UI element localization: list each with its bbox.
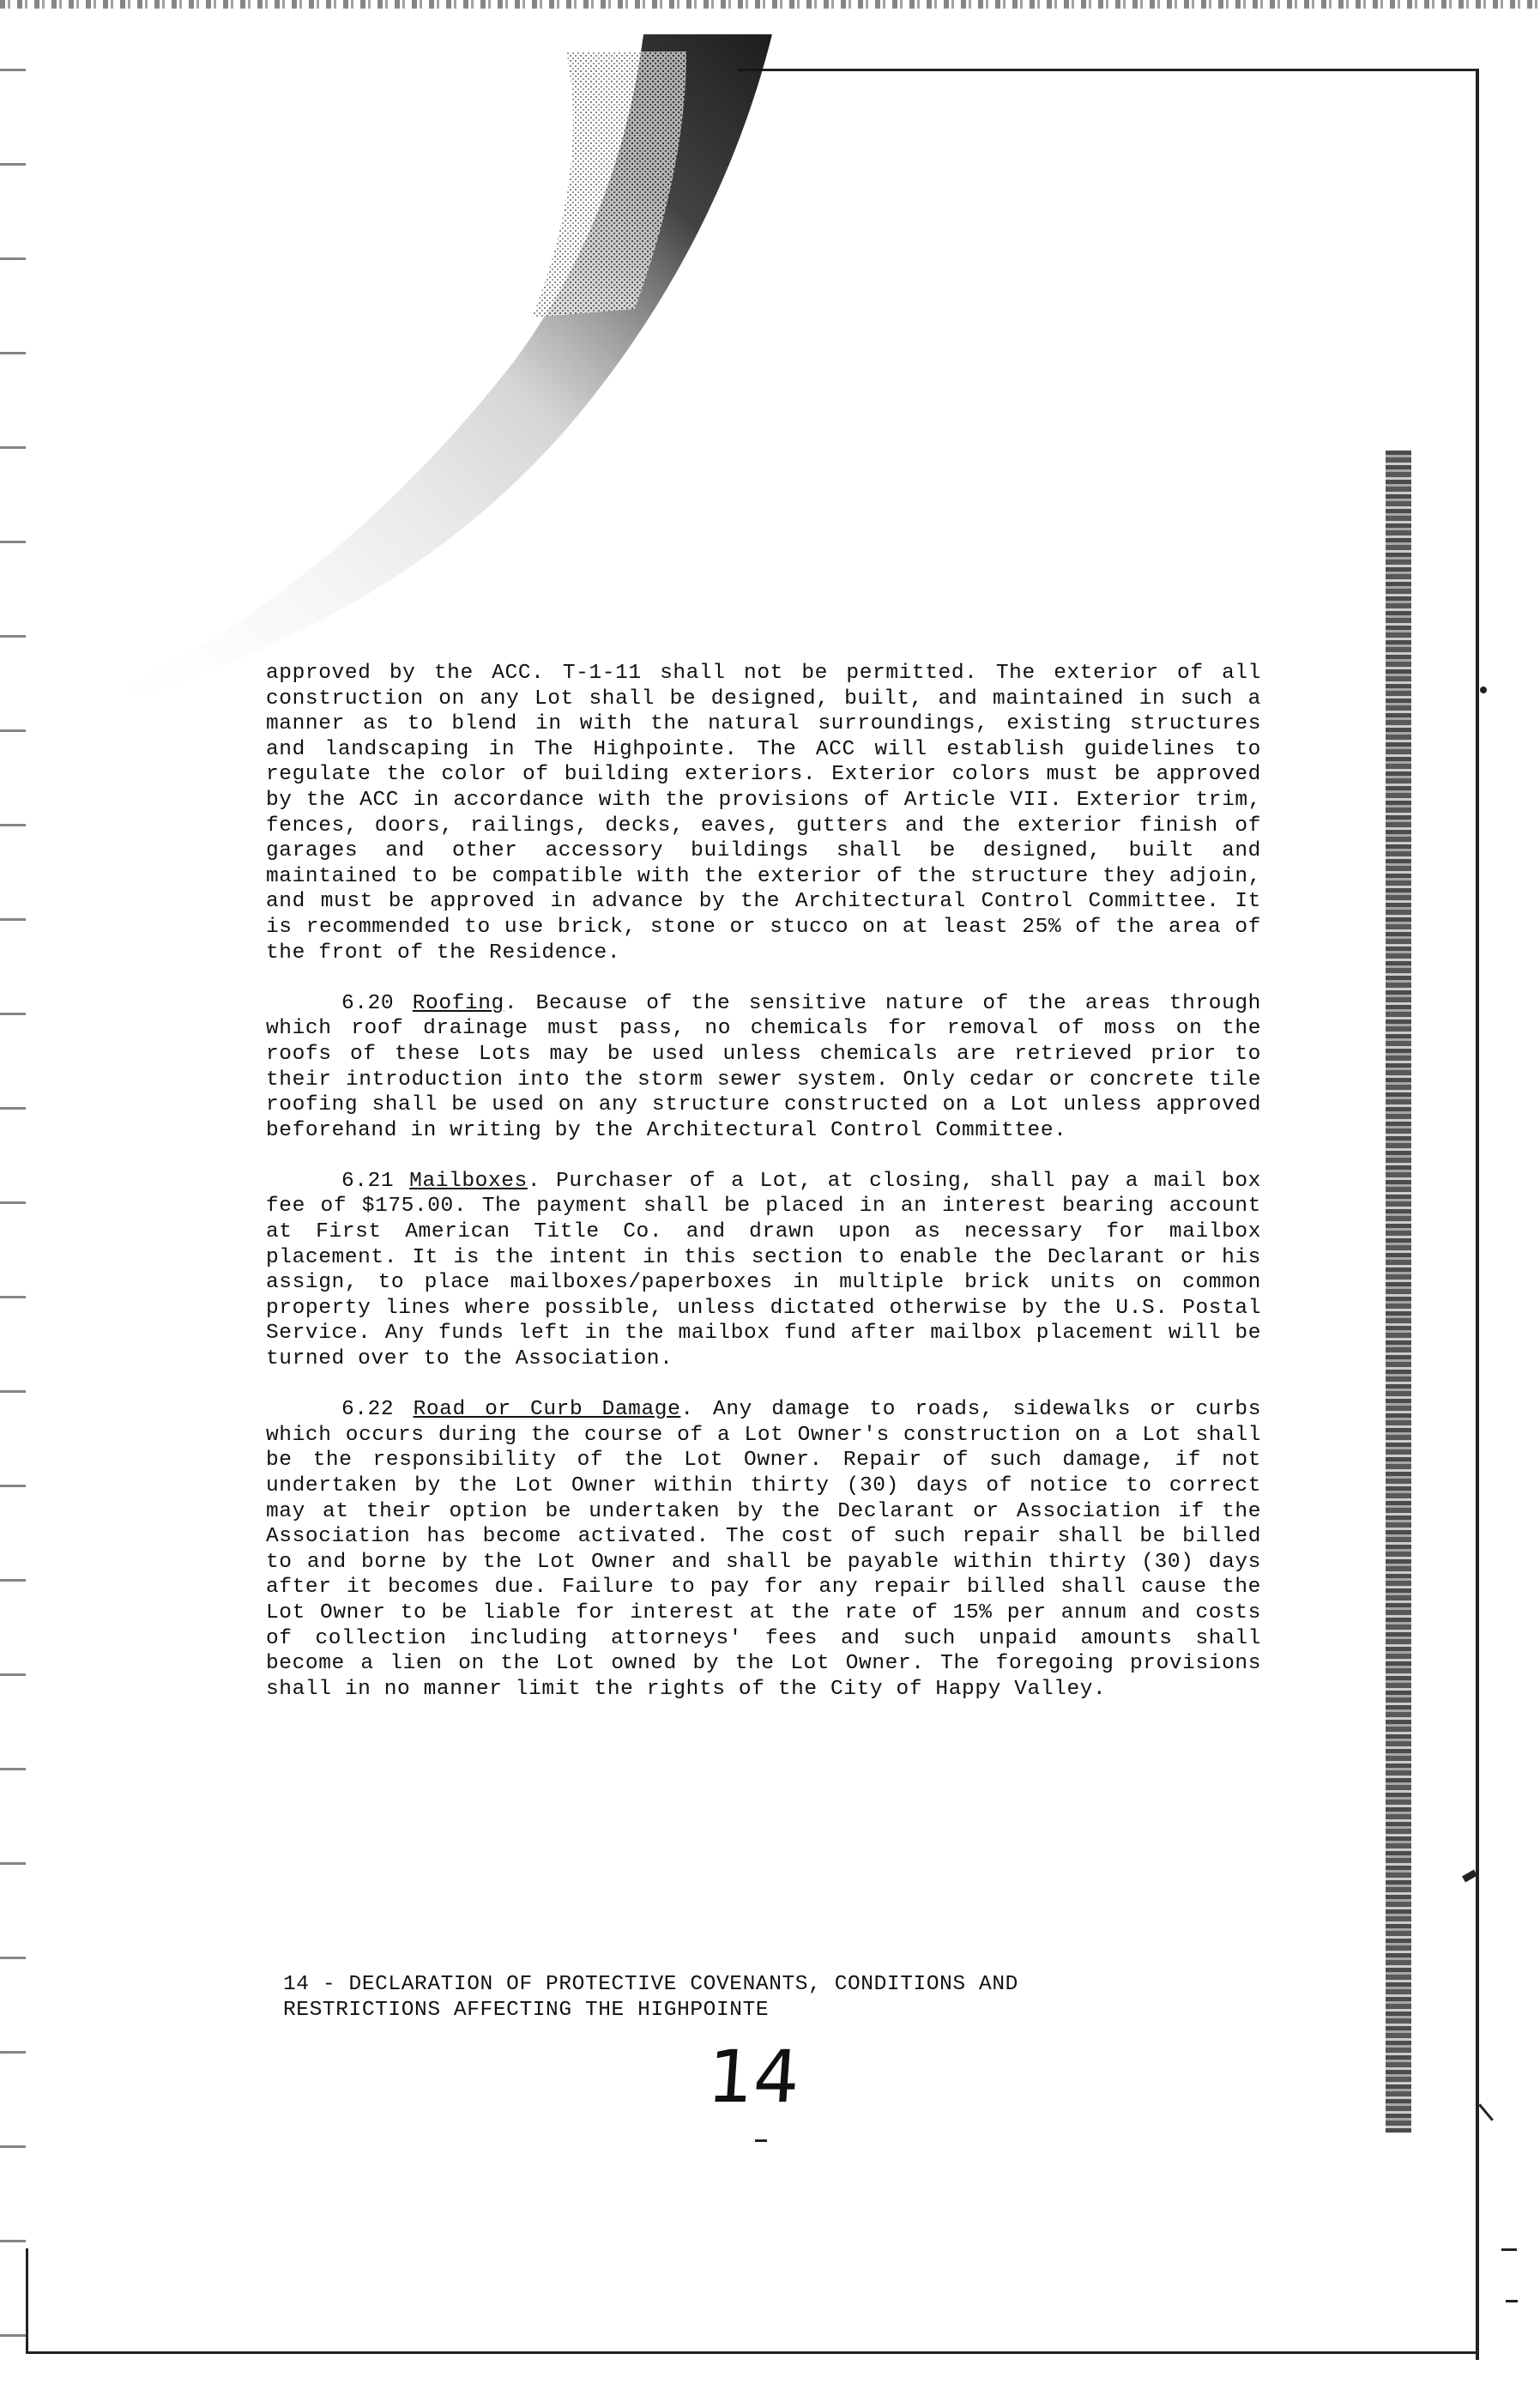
page-footer (283, 1972, 1227, 2023)
scan-top-edge-artifact (0, 0, 1540, 9)
section-heading: Road or Curb Damage (413, 1398, 681, 1422)
paragraph-text: . Any damage to roads, sidewalks or curbs which occurs during the course of a Lot Owner's construction on a Lot shall be the responsibility of the Lot Owner. Repair of such damage, if not undertaken by the Lot Owner within thirty (30) days of notice to correct may at their option be undertaken by the Declarant or Association if the Association has become activated. The cost of such repair shall be billed to and borne by the Lot Owner and shall be payable within thirty (30) days after it becomes due. Failure to pay for any repair billed shall cause the Lot Owner to be liable for interest at the rate of 15% per annum and costs of collection including attorneys' fees and such unpaid amounts shall become a lien on the Lot owned by the Lot Owner. The foregoing provisions shall in no manner limit the rights of the City of Happy Valley. (266, 1398, 1262, 1701)
margin-dot-mark (1480, 687, 1487, 693)
paragraph-exterior-design (266, 661, 1261, 965)
section-heading: Mailboxes (409, 1169, 528, 1193)
folded-corner-shadow (34, 34, 978, 721)
paragraph-text: . Because of the sensitive nature of the areas through which roof drainage must pass, no chemicals for removal of moss on the roofs of these Lots may be used unless chemicals are retrieved prior to their introduction into the storm sewer system. Only cedar or concrete tile roofing shall be used on any structure constructed on a Lot unless approved beforehand in writing by the Architectural Control Committee. (266, 991, 1261, 1142)
stray-dash-mark (755, 2139, 767, 2142)
section-number: 6.22 (341, 1398, 395, 1422)
margin-tick-mark (1506, 2300, 1518, 2302)
document-body (266, 661, 1261, 1727)
section-number: 6.21 (341, 1169, 395, 1193)
frame-left-line (26, 2248, 28, 2353)
section-heading: Roofing (412, 991, 504, 1015)
handwritten-page-number: 14 (704, 2035, 803, 2119)
frame-right-line (1476, 69, 1479, 2360)
scan-left-edge-artifact (0, 34, 26, 2351)
paragraph-text: . Purchaser of a Lot, at closing, shall pay a mail box fee of $175.00. The payment shall be placed in an interest bearing account at First American Title Co. and drawn upon as necessary for mailbox placement. It is the intent in this section to enable the Declarant or his assign, to place mailboxes/paperboxes in multiple brick units on common property lines where possible, unless dictated otherwise by the U.S. Postal Service. Any funds left in the mailbox fund after mailbox placement will be turned over to the Association. (266, 1169, 1261, 1371)
paragraph-text: approved by the ACC. T-1-11 shall not be permitted. The exterior of all construction on any Lot shall be designed, built, and maintained in such a manner as to blend in with the natural surroundings, existing structures and landscaping in The Highpointe. The ACC will establish guidelines to regulate the color of building exteriors. Exterior colors must be approved by the ACC in accordance with the provisions of Article VII. Exterior trim, fences, doors, railings, decks, eaves, gutters and the exterior finish of garages and other accessory buildings shall be designed, built and maintained to be compatible with the exterior of the structure they adjoin, and must be approved in advance by the Architectural Control Committee. It is recommended to use brick, stone or stucco on at least 25% of the area of the front of the Residence. (266, 662, 1261, 965)
paragraph-6-20-roofing (266, 991, 1261, 1144)
section-number: 6.20 (341, 991, 395, 1015)
margin-tick-mark (1501, 2248, 1517, 2251)
paragraph-6-22-road-curb-damage (266, 1397, 1261, 1702)
scan-right-stripe-artifact (1386, 451, 1411, 2133)
margin-slash-mark (1478, 2103, 1494, 2121)
footer-line-1: 14 - DECLARATION OF PROTECTIVE COVENANTS, CONDITIONS AND (283, 1973, 1018, 1996)
frame-bottom-line (26, 2351, 1479, 2354)
paragraph-6-21-mailboxes (266, 1169, 1261, 1372)
footer-line-2: RESTRICTIONS AFFECTING THE HIGHPOINTE (283, 1998, 770, 2022)
